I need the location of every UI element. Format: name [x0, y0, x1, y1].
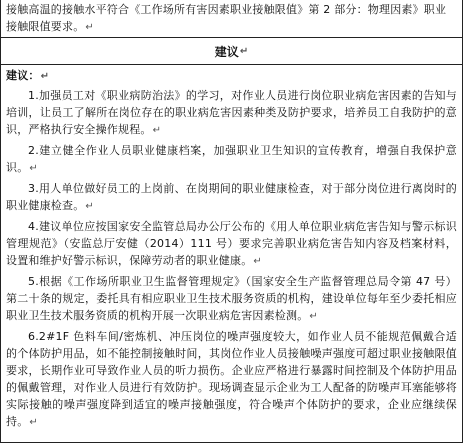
- suggestion-item-5: 5.根据《工作场所职业卫生监督管理规定》（国家安全生产监督管理总局令第 47 号）第二十条的规定，委托具有相应职业卫生技术服务资质的机构，建设单位每年至少委托相应职业卫生技术服务资质的机构开展一次职业病危害因素检测。↵: [6, 275, 457, 322]
- intro-text-cell: [1, 0, 462, 38]
- paragraph-mark-icon: ↵: [239, 45, 249, 57]
- paragraph-mark-icon: ↵: [253, 256, 262, 267]
- suggestion-item-6: 6.2#1F 色料车间/密炼机、冲压岗位的噪声强度较大，如作业人员不能规范佩戴合适的个体防护用品，如不能控制接触时间，其岗位作业人员接触噪声强度可超过职业接触限值要求，长期作业可导致作业人员的听力损伤。企业应严格进行暴露时间控制及个体防护用品的佩戴管理，对作业人员进行有效防护。现场调查显示企业为工人配备的防噪声耳塞能够将实际接触的噪声强度降到适宜的噪声接触强度，符合噪声个体防护的要求，企业应继续保持。↵: [6, 330, 457, 428]
- paragraph-mark-icon: ↵: [29, 163, 38, 174]
- suggestions-header-cell: [1, 38, 462, 65]
- paragraph-mark-icon: ↵: [309, 311, 318, 322]
- paragraph-mark-icon: ↵: [152, 125, 162, 136]
- paragraph-mark-icon: ↵: [40, 71, 50, 82]
- suggestion-item-3: 3.用人单位做好员工的上岗前、在岗期间的职业健康检查，对于部分岗位进行离岗时的职业健康检查。↵: [6, 182, 457, 212]
- suggestion-item-4: 4.建议单位应按国家安全监管总局办公厅公布的《用人单位职业病危害告知与警示标识管理规范》（安监总厅安健（2014）111 号）要求完善职业病危害告知内容及档案材料，设置和维护好警示标识，保障劳动者的职业健康。↵: [6, 220, 457, 267]
- intro-text: 接触高温的接触水平符合《工作场所有害因素职业接触限值》第 2 部分：物理因素》职业接触限值要求。: [6, 3, 447, 33]
- suggestion-item-1: 1.加强员工对《职业病防治法》的学习，对作业人员进行岗位职业病危害因素的告知与培训，让员工了解所在岗位存在的职业病危害因素种类及防护要求，培养员工自我防护的意识，严格执行安全操作规程。↵: [6, 89, 457, 136]
- paragraph-mark-icon: ↵: [85, 201, 94, 212]
- suggestion-item-2: 2.建立健全作业人员职业健康档案，加强职业卫生知识的宣传教育，增强自我保护意识。↵: [6, 144, 457, 174]
- suggestions-header-title: 建议: [214, 44, 239, 59]
- paragraph-mark-icon: ↵: [85, 22, 94, 33]
- suggestions-title: 建议：↵: [6, 69, 50, 82]
- paragraph-mark-icon: ↵: [29, 417, 38, 428]
- suggestions-body: [1, 65, 462, 431]
